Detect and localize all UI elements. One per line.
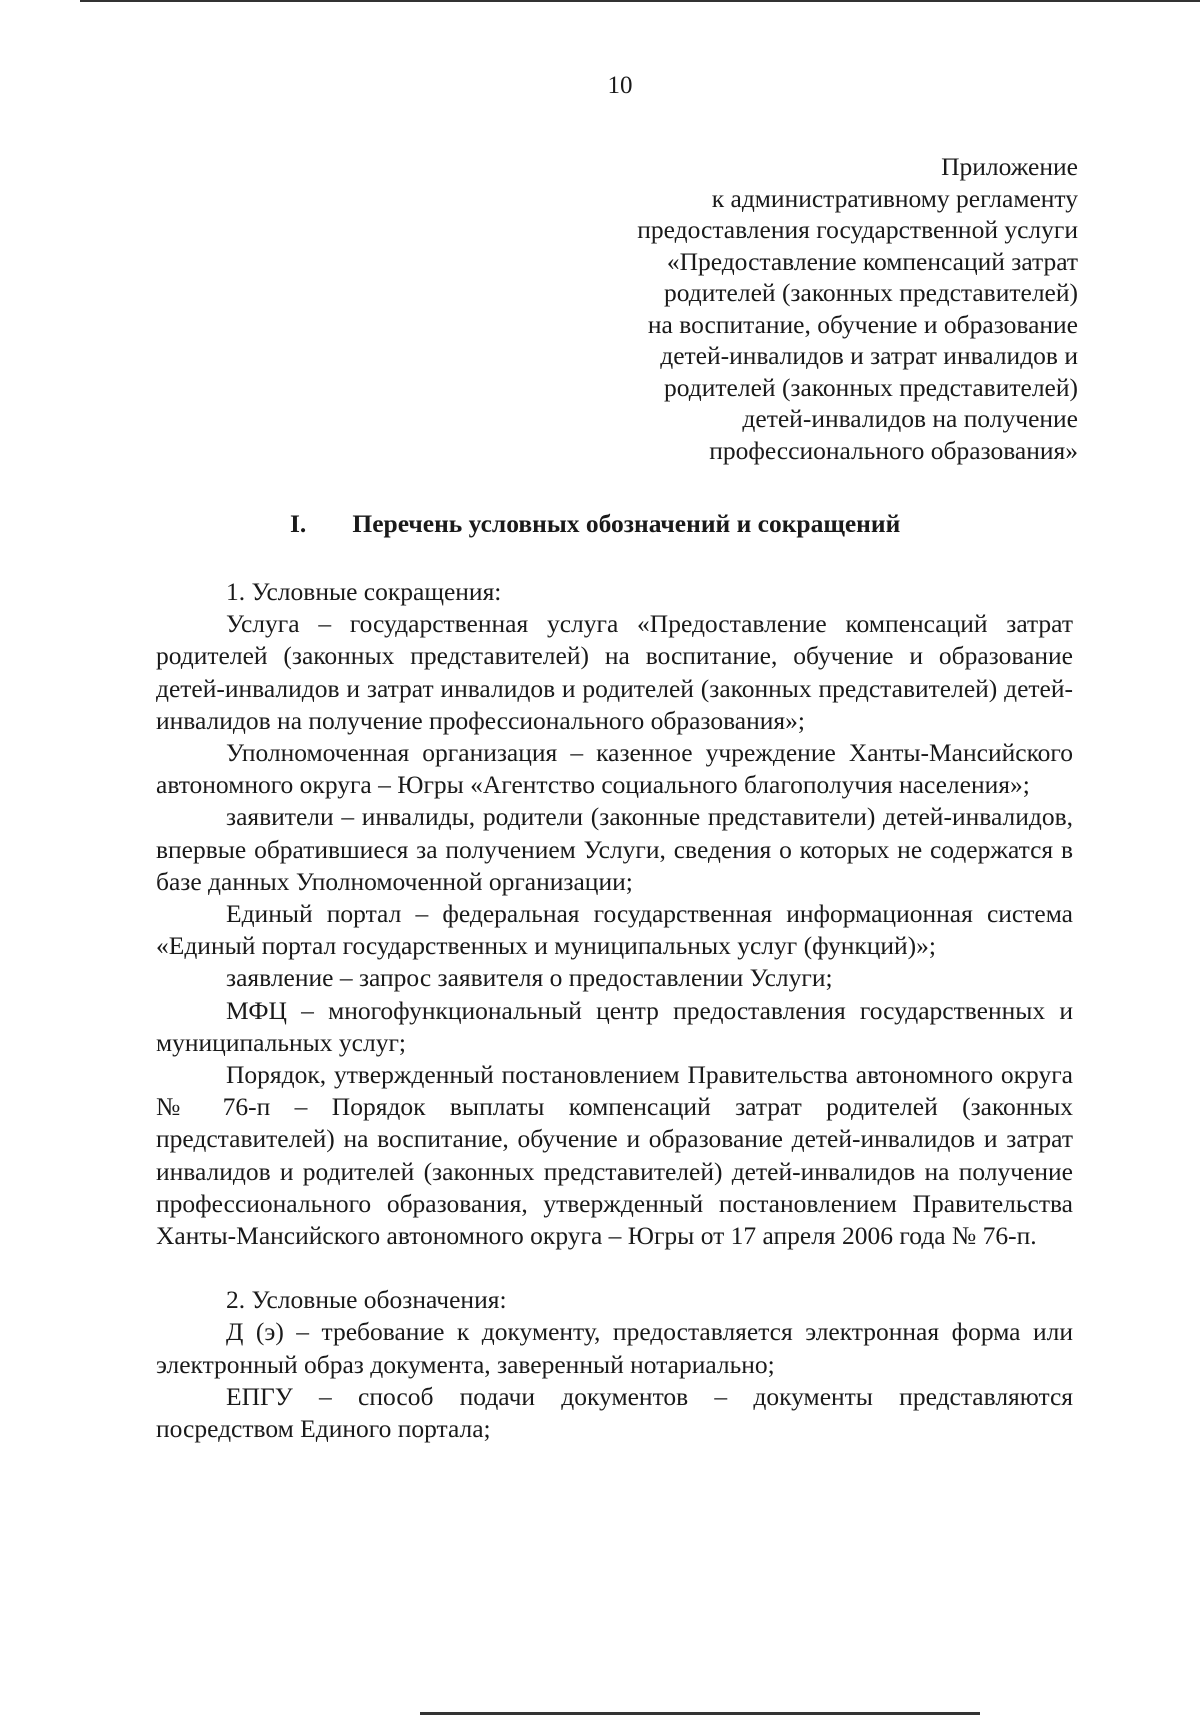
appendix-line: Приложение <box>941 152 1078 181</box>
appendix-line: детей-инвалидов и затрат инвалидов и <box>660 341 1078 370</box>
designation-item: Д (э) – требование к документу, предоставляется электронная форма или электронный образ документа, заверенный нотариально; <box>156 1317 1073 1379</box>
abbreviation-item: МФЦ – многофункциональный центр предоставления государственных и муниципальных услуг; <box>156 995 1073 1057</box>
section-number: I. <box>290 509 307 538</box>
document-body <box>156 576 1073 1445</box>
appendix-header <box>458 151 1078 466</box>
abbreviation-item: Порядок, утвержденный постановлением Правительства автономного округа № 76-п – Порядок выплаты компенсаций затрат родителей (законных представителей) на воспитание, обучение и образование детей-инвалидов и затрат инвалидов и родителей (законных представителей) детей-инвалидов на получение профессионального образования, утвержденный постановлением Правительства Ханты-Мансийского автономного округа – Югры от 17 апреля 2006 года № 76-п. <box>156 1060 1073 1251</box>
abbreviation-item: Уполномоченная организация – казенное учреждение Ханты-Мансийского автономного округа – Югры «Агентство социального благополучия населения»; <box>156 738 1073 800</box>
page-number: 10 <box>607 72 633 99</box>
designation-item: ЕПГУ – способ подачи документов – документы представляются посредством Единого портала; <box>156 1381 1073 1444</box>
appendix-line: предоставления государственной услуги <box>637 215 1078 244</box>
appendix-line: на воспитание, обучение и образование <box>647 309 1078 339</box>
appendix-line: родителей (законных представителей) <box>664 372 1078 402</box>
section-title: Перечень условных обозначений и сокращений <box>352 509 901 538</box>
top-edge-rule <box>80 0 1200 2</box>
appendix-line: к административному регламенту <box>711 183 1078 213</box>
abbreviation-item: Единый портал – федеральная государственная информационная система «Единый портал государственных и муниципальных услуг (функций)»; <box>156 899 1073 961</box>
appendix-line: профессионального образования» <box>709 435 1078 465</box>
abbreviation-item: заявители – инвалиды, родители (законные представители) детей-инвалидов, впервые обратившиеся за получением Услуги, сведения о которых не содержатся в базе данных Уполномоченной организации; <box>156 802 1073 896</box>
abbreviations-heading: 1. Условные сокращения: <box>226 577 502 606</box>
appendix-line: детей-инвалидов на получение <box>742 404 1078 433</box>
abbreviation-item: заявление – запрос заявителя о предоставлении Услуги; <box>226 963 833 993</box>
section-heading <box>290 509 900 539</box>
designations-heading: 2. Условные обозначения: <box>226 1285 507 1315</box>
appendix-line: «Предоставление компенсаций затрат <box>666 246 1078 276</box>
abbreviation-item: Услуга – государственная услуга «Предоставление компенсаций затрат родителей (законных представителей) на воспитание, обучение и образование детей-инвалидов и затрат инвалидов и родителей (законных представителей) детей-инвалидов на получение профессионального образования»; <box>156 609 1073 735</box>
appendix-line: родителей (законных представителей) <box>664 278 1078 307</box>
